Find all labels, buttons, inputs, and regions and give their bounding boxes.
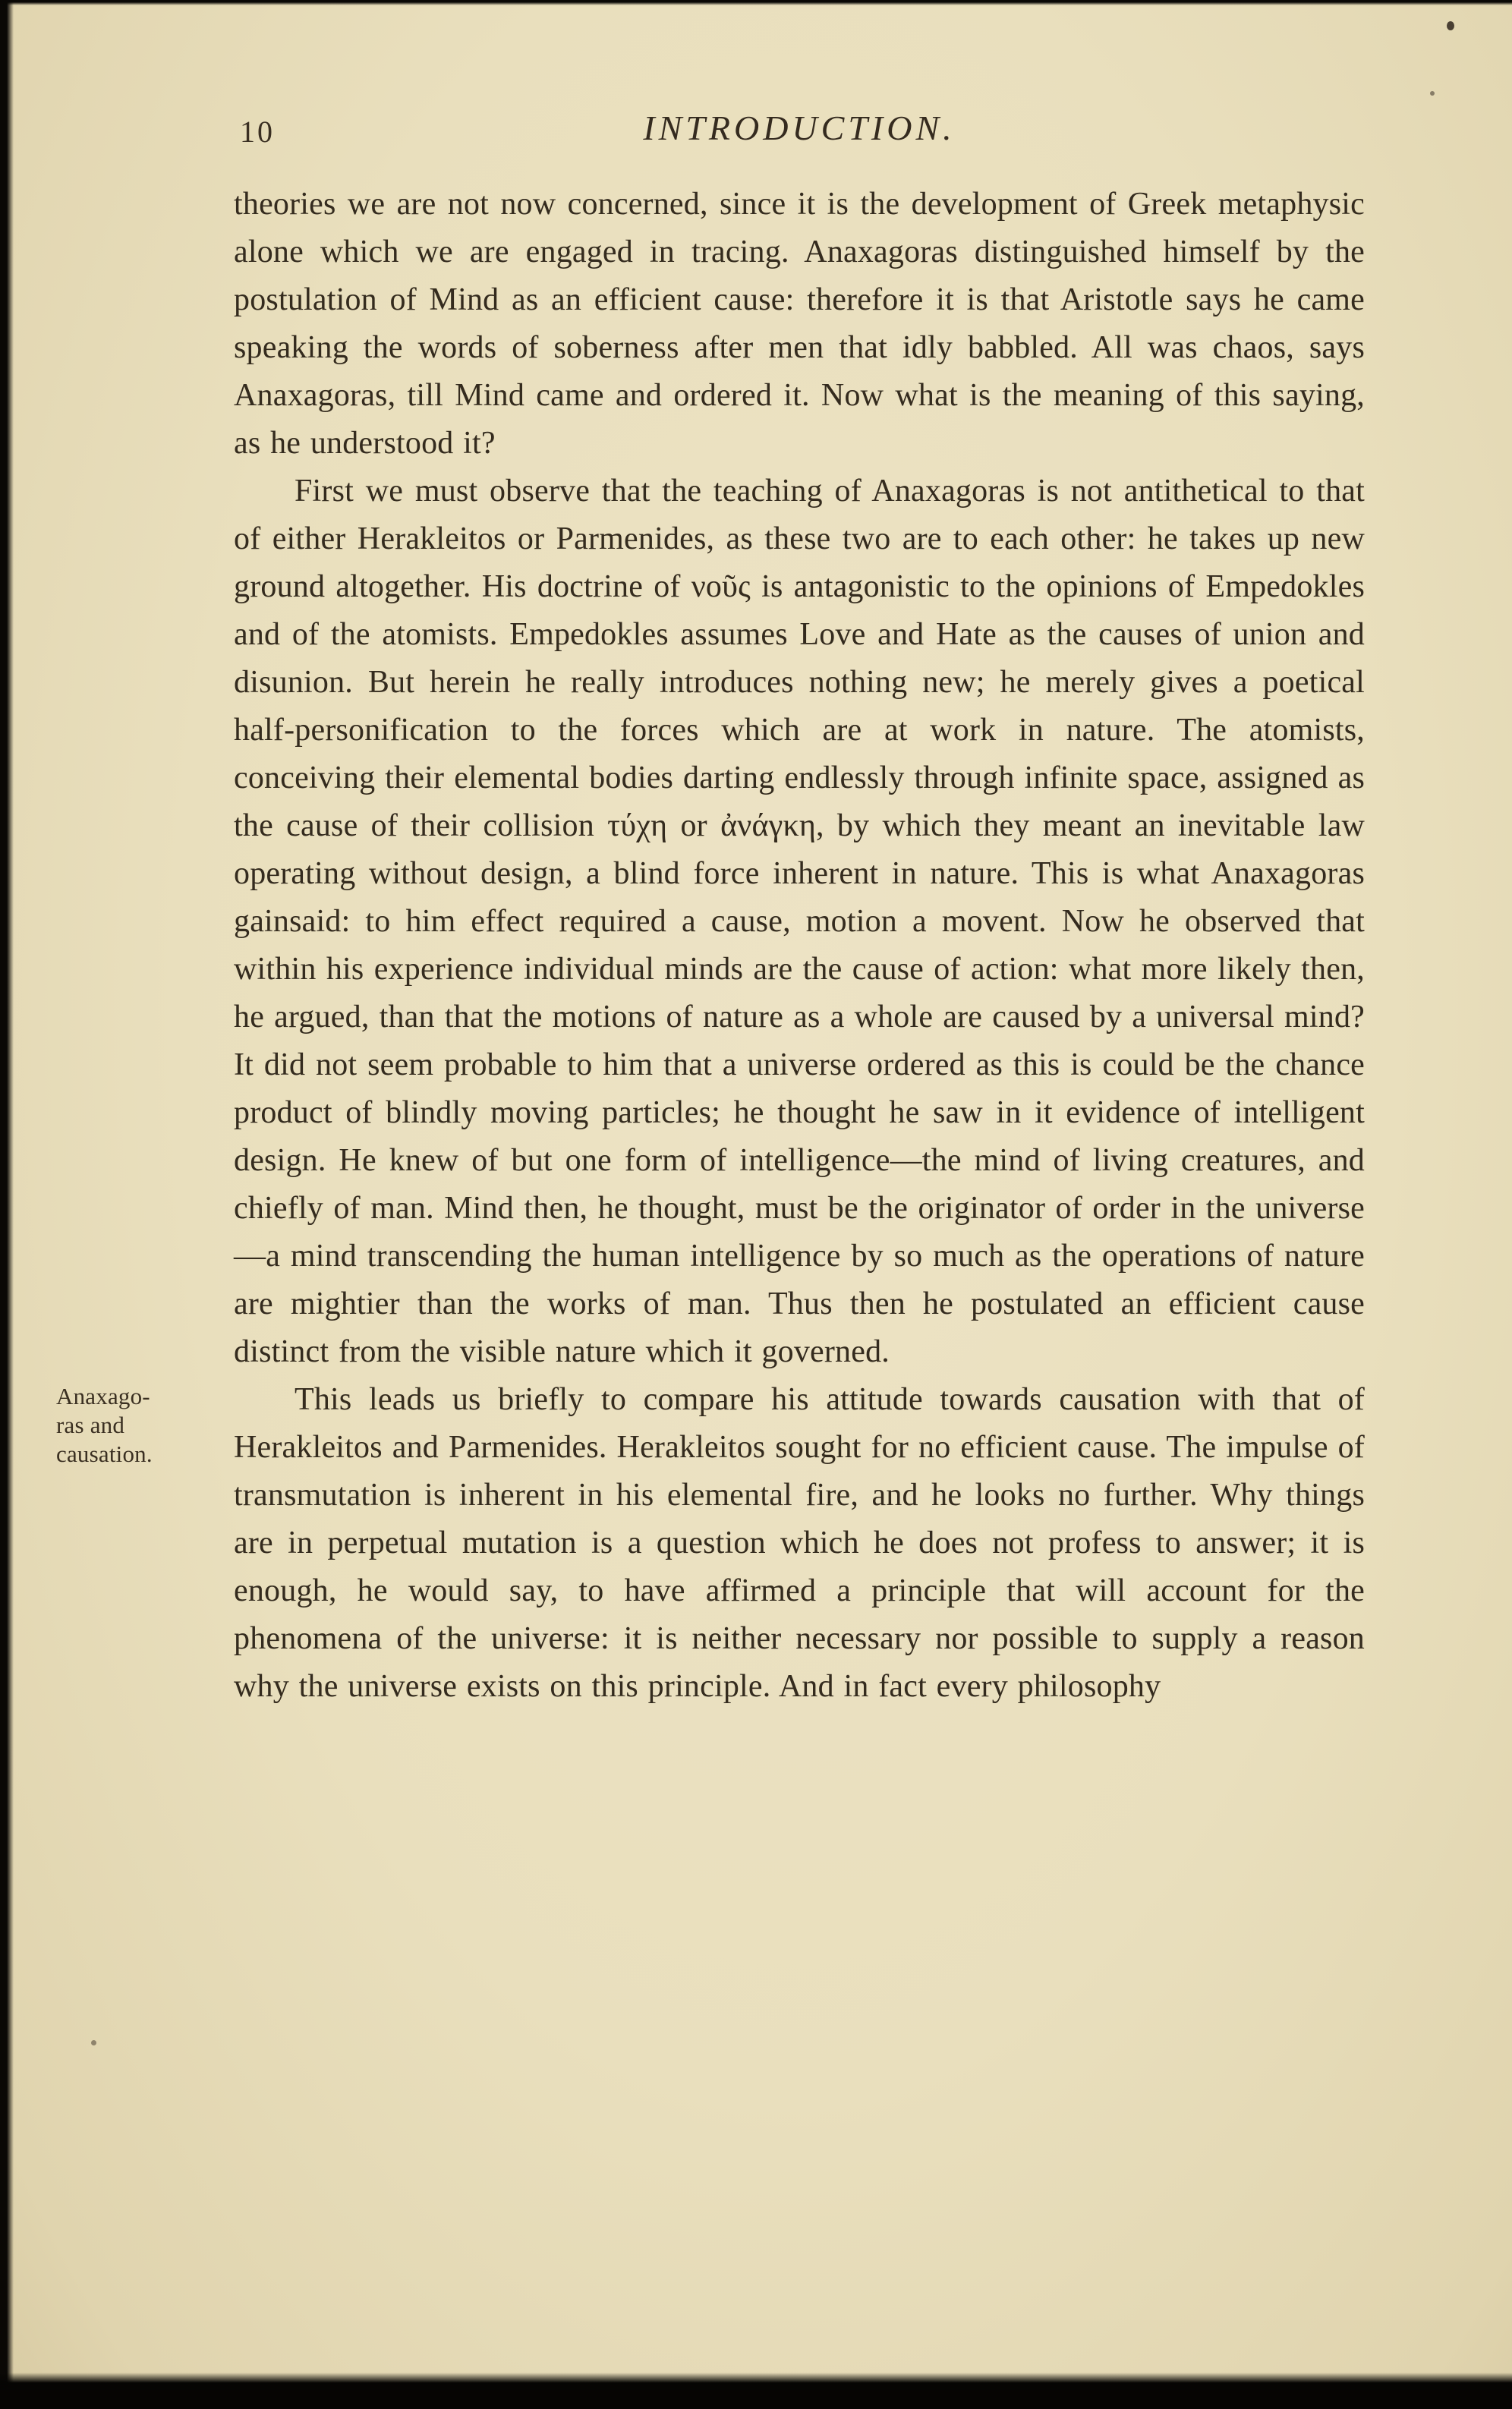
page-header-title: INTRODUCTION. <box>643 109 956 147</box>
margin-note-line: ras and <box>56 1412 125 1438</box>
page-number: 10 <box>240 115 275 149</box>
margin-note-line: Anaxago- <box>56 1383 150 1409</box>
scan-edge-bottom <box>0 2373 1512 2409</box>
running-header <box>234 108 1365 156</box>
margin-note-line: causation. <box>56 1441 153 1467</box>
paragraph: First we must observe that the teaching of Anaxagoras is not antithetical to that of either Herakleitos or Parmenides, as these two are to each other: he takes up new ground altogether. His doctrine of νοῦς is antagonistic to the opinions of Empedokles and of the atomists. Empedokles assumes Love and Hate as the causes of union and disunion. But herein he really introduces nothing new; he merely gives a poetical half-personification to the forces which are at work in nature. The atomists, conceiving their elemental bodies darting endlessly through infinite space, assigned as the cause of their collision τύχη or ἀνάγκη, by which they meant an inevitable law operating without design, a blind force inherent in nature. This is what Anaxagoras gainsaid: to him effect required a cause, motion a movent. Now he observed that within his experience individual minds are the cause of action: what more likely then, he argued, than that the motions of nature as a whole are caused by a universal mind? It did not seem probable to him that a universe ordered as this is could be the chance product of blindly moving particles; he thought he saw in it evidence of intelligent design. He knew of but one form of intelligence—the mind of living creatures, and chiefly of man. Mind then, he thought, must be the originator of order in the universe—a mind transcending the human intelligence by so much as the operations of nature are mightier than the works of man. Thus then he postulated an efficient cause distinct from the visible nature which it governed. <box>234 474 1365 1369</box>
text-block <box>56 181 1365 1711</box>
paragraph-with-margin-note <box>56 1376 1365 1711</box>
scan-artifact <box>1447 21 1454 30</box>
scan-edge-left <box>0 0 14 2409</box>
paragraph-continuation: theories we are not now concerned, since it is the development of Greek metaphysic alone which we are engaged in tracing. Anaxagoras distinguished himself by the postulation of Mind as an efficient cause: therefore it is that Aristotle says he came speaking the words of soberness after men that idly babbled. All was chaos, says Anaxagoras, till Mind came and ordered it. Now what is the meaning of this saying, as he understood it? <box>234 187 1365 461</box>
scan-artifact <box>1430 91 1435 96</box>
margin-note <box>56 1382 226 1469</box>
paragraph: This leads us briefly to compare his attitude towards causation with that of Herakleitos and Parmenides. Herakleitos sought for no efficient cause. The impulse of transmutation is inherent in his elemental fire, and he looks no further. Why things are in perpetual mutation is a question which he does not profess to answer; it is enough, he would say, to have affirmed a principle that will account for the phenomena of the universe: it is neither necessary nor possible to supply a reason why the universe exists on this principle. And in fact every philosophy <box>234 1382 1365 1704</box>
scan-edge-top <box>0 0 1512 5</box>
scan-artifact <box>91 2040 96 2045</box>
